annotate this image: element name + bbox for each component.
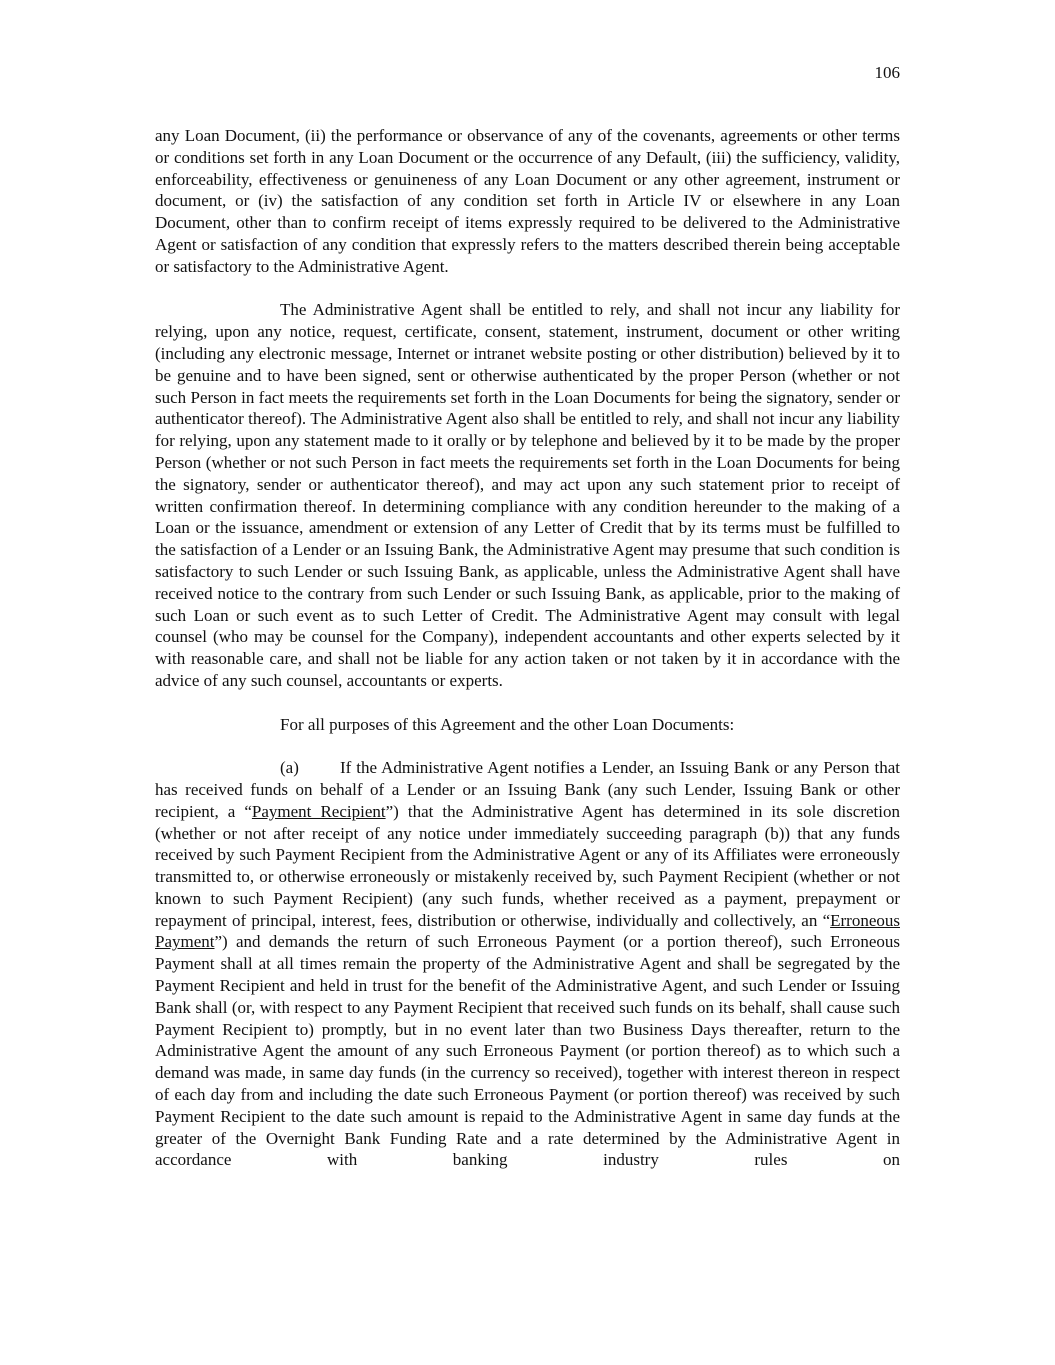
clause-label: (a) [280, 758, 299, 778]
clause-text-part-2: ”) that the Administrative Agent has determined in its sole discretion (whether or not after receipt of any notice under immediately succeeding paragraph (b)) that any funds received by such Payment Recipient from the Administrative Agent or any of its Affiliates were erroneously transmitted to, or otherwise erroneously or mistakenly received by, such Payment Recipient (whether or not known to such Payment Recipient) (any such funds, whether received as a payment, prepayment or repayment of principal, interest, fees, distribution or otherwise, individually and collectively, an “ [155, 801, 900, 930]
defined-term-payment-recipient: Payment Recipient [251, 801, 386, 821]
paragraph-purposes-intro: For all purposes of this Agreement and the other Loan Documents: [280, 714, 735, 734]
clause-text-part-3: ”) and demands the return of such Erroneous Payment (or a portion thereof), such Erroneous Payment shall at all times remain the property of the Administrative Agent and shall be segregated by the Payment Recipient and held in trust for the benefit of the Administrative Agent, and such Lender or Issuing Bank shall (or, with respect to any Payment Recipient that received such funds on its behalf, shall cause such Payment Recipient to) promptly, but in no event later than two Business Days thereafter, return to the Administrative Agent the amount of any such Erroneous Payment (or portion thereof) as to which such a demand was made, in same day funds (in the currency so received), together with interest thereon in respect of each day from and including the date such Erroneous Payment (or portion thereof) was received by such Payment Recipient to the date such amount is repaid to the Administrative Agent in same day funds at the greater of the Overnight Bank Funding Rate and a rate determined by the Administrative Agent in accordance with banking industry rules on [155, 932, 900, 1170]
clause-text-part-1: If the Administrative Agent notifies a Lender, an Issuing Bank or any Person that has received funds on behalf of a Lender or an Issuing Bank (any such Lender, Issuing Bank or other recipient, a “ [155, 758, 900, 821]
paragraph-reliance: The Administrative Agent shall be entitled to rely, and shall not incur any liability for relying, upon any notice, request, certificate, consent, statement, instrument, document or other writing (including any electronic message, Internet or intranet website posting or other distribution) believed by it to be genuine and to have been signed, sent or otherwise authenticated by the proper Person (whether or not such Person in fact meets the requirements set forth in the Loan Documents for being the signatory, sender or authenticator thereof). The Administrative Agent also shall be entitled to rely, and shall not incur any liability for relying, upon any statement made to it orally or by telephone and believed by it to be made by the proper Person (whether or not such Person in fact meets the requirements set forth in the Loan Documents for being the signatory, sender or authenticator thereof), and may act upon any such statement prior to receipt of written confirmation thereof. In determining compliance with any condition hereunder to the making of a Loan or the issuance, amendment or extension of any Letter of Credit that by its terms must be fulfilled to the satisfaction of a Lender or an Issuing Bank, the Administrative Agent may presume that such condition is satisfactory to such Lender or such Issuing Bank, as applicable, unless the Administrative Agent shall have received notice to the contrary from such Lender or such Issuing Bank, as applicable, prior to the making of such Loan or such event as to such Letter of Credit. The Administrative Agent may consult with legal counsel (who may be counsel for the Company), independent accountants and other experts selected by it with reasonable care, and shall not be liable for any action taken or not taken by it in accordance with the advice of any such counsel, accountants or experts. [155, 300, 900, 690]
paragraph-a-erroneous-payment [155, 757, 900, 1171]
defined-term-erroneous-payment: Erroneous Payment [155, 910, 900, 952]
document-body [155, 125, 900, 1193]
paragraph-continuation: any Loan Document, (ii) the performance or observance of any of the covenants, agreements or other terms or conditions set forth in any Loan Document or the occurrence of any Default, (iii) the sufficiency, validity, enforceability, effectiveness or genuineness of any Loan Document or any other agreement, instrument or document, or (iv) the satisfaction of any condition set forth in Article IV or elsewhere in any Loan Document, other than to confirm receipt of items expressly required to be delivered to the Administrative Agent or satisfaction of any condition that expressly refers to the matters described therein being acceptable or satisfactory to the Administrative Agent. [155, 126, 900, 276]
page-number: 106 [874, 63, 900, 82]
